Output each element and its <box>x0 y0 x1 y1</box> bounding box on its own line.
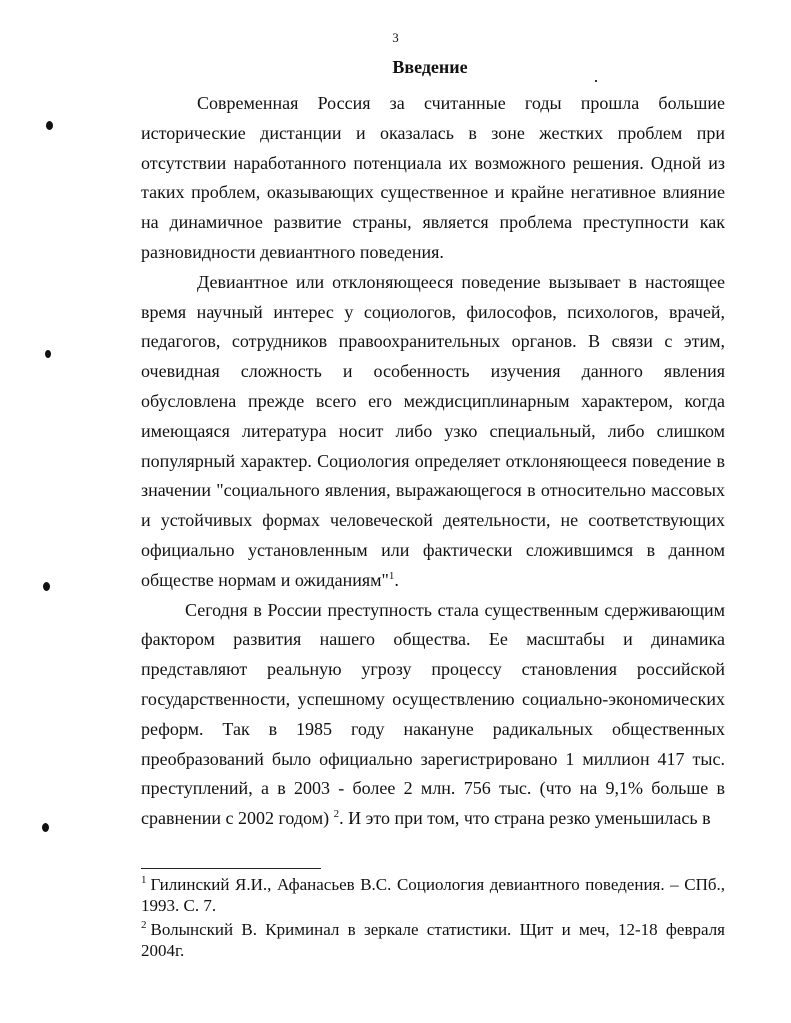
binding-hole <box>42 823 49 832</box>
footnote-mark: 2 <box>141 919 147 932</box>
paragraph-2-end: . <box>394 569 399 590</box>
paragraph-2-text: Девиантное или отклоняющееся поведение вызывает в настоящее время научный интерес у социологов, философов, психологов, врачей, педагогов, сотрудников правоохранительных органов. В связи с этим, очевидная сложность и особенность изучения данного явления обусловлена прежде всего его междисциплинарным характером, когда имеющаяся литература носит либо узко специальный, либо слишком популярный характер. Социология определяет отклоняющееся поведение в значении "социального явления, выражающегося в относительно массовых и устойчивых формах человеческой деятельности, не соответствующих официально установленным или фактически сложившимся в данном обществе нормам и ожиданиям" <box>141 271 725 590</box>
paragraph-3-text: Сегодня в России преступность стала существенным сдерживающим фактором развития нашего общества. Ее масштабы и динамика представляют реальную угрозу процессу становления российской государственности, успешному осуществлению социально-экономических реформ. Так в 1985 году накануне радикальных общественных преобразований было официально зарегистрировано 1 миллион 417 тыс. преступлений, а в 2003 - более 2 млн. 756 тыс. (что на 9,1% больше в сравнении с 2002 годом) <box>141 599 725 829</box>
footnote-divider <box>141 868 321 869</box>
scan-speck <box>595 80 597 82</box>
page-title: Введение <box>392 57 468 77</box>
footnote-ref-1[interactable]: 1 <box>388 569 395 582</box>
page-number: 3 <box>392 30 399 45</box>
paragraph-3 <box>141 596 725 834</box>
footnote-mark: 1 <box>141 874 147 887</box>
paragraph-3-end: . И это при том, что страна резко уменьшилась в <box>339 808 711 829</box>
binding-hole <box>46 121 53 130</box>
paragraph-1: Современная Россия за считанные годы прошла большие исторические дистанции и оказалась в зоне жестких проблем при отсутствии наработанного потенциала их возможного решения. Одной из таких проблем, оказывающих существенное и крайне негативное влияние на динамичное развитие страны, является проблема преступности как разновидности девиантного поведения. <box>141 93 725 262</box>
body-text <box>141 89 725 834</box>
footnote-2 <box>141 919 725 961</box>
footnotes <box>141 874 725 964</box>
footnote-ref-2[interactable]: 2 <box>333 808 340 821</box>
binding-hole <box>45 350 51 358</box>
footnote-text: Волынский В. Криминал в зеркале статистики. Щит и меч, 12-18 февраля 2004г. <box>141 920 725 960</box>
footnote-text: Гилинский Я.И., Афанасьев В.С. Социология девиантного поведения. – СПб., 1993. С. 7. <box>141 875 725 915</box>
paragraph-2 <box>141 268 725 596</box>
footnote-1 <box>141 874 725 916</box>
binding-hole <box>43 582 50 591</box>
